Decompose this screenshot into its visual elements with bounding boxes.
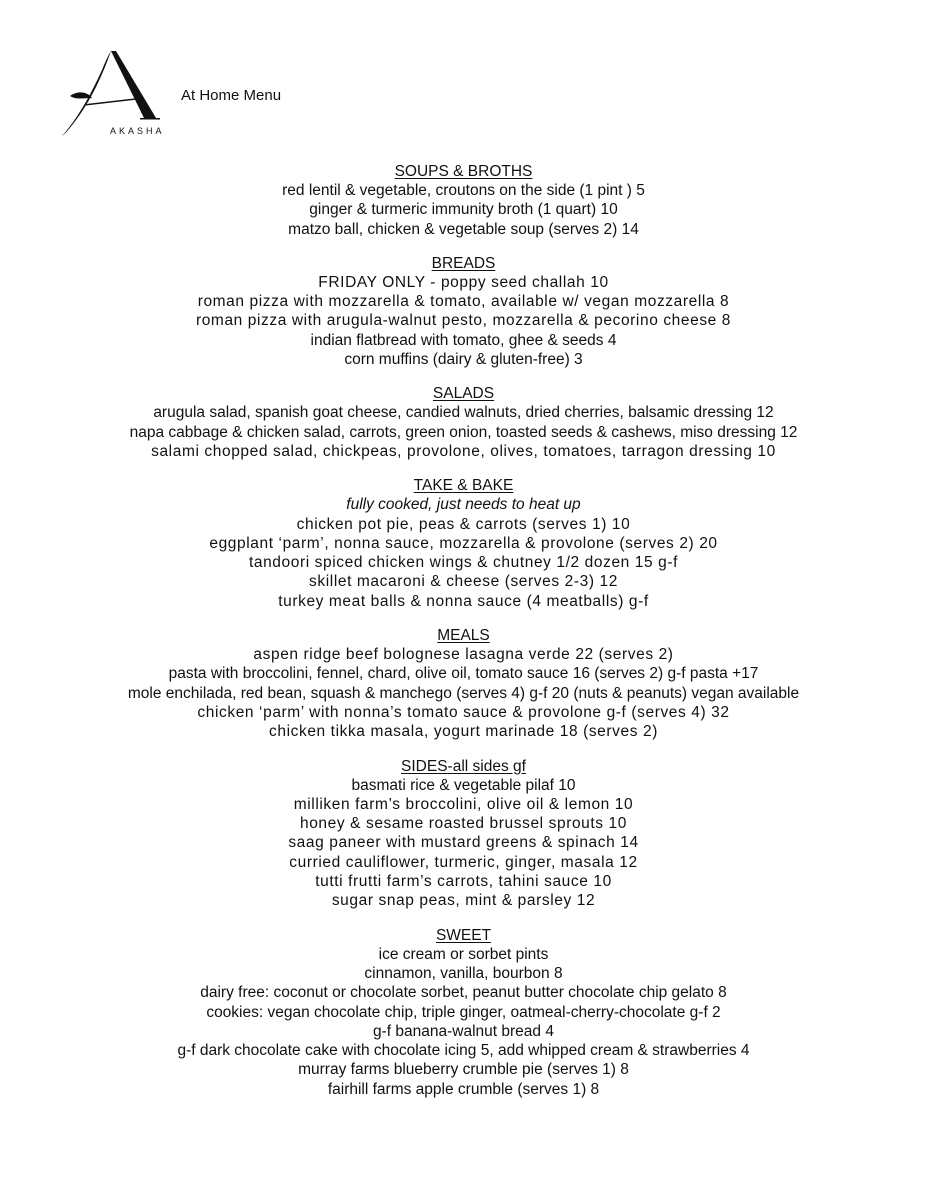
menu-item: curried cauliflower, turmeric, ginger, masala 12 <box>289 853 638 871</box>
section-sweet <box>0 926 927 1099</box>
menu-item: tandoori spiced chicken wings & chutney 1/2 dozen 15 g-f <box>248 554 679 572</box>
menu-item: roman pizza with mozzarella & tomato, available w/ vegan mozzarella 8 <box>197 293 730 311</box>
section-heading: BREADS <box>431 254 496 272</box>
section-take-bake <box>0 476 927 611</box>
menu-item: tutti frutti farm’s carrots, tahini sauce 10 <box>315 873 612 891</box>
menu-item: chicken tikka masala, yogurt marinade 18 (serves 2) <box>269 723 658 741</box>
section-heading: SALADS <box>432 385 495 403</box>
menu-item: pasta with broccolini, fennel, chard, olive oil, tomato sauce 16 (serves 2) g-f pasta +17 <box>168 665 759 683</box>
menu-item: red lentil & vegetable, croutons on the side (1 pint ) 5 <box>282 182 645 199</box>
section-sides <box>0 757 927 911</box>
page-header <box>0 0 927 150</box>
page-title: At Home Menu <box>181 87 282 104</box>
section-salads <box>0 384 927 461</box>
menu-item: murray farms blueberry crumble pie (serves 1) 8 <box>298 1061 629 1079</box>
menu-item: chicken ‘parm’ with nonna’s tomato sauce & provolone g-f (serves 4) 32 <box>197 703 730 721</box>
menu-item: matzo ball, chicken & vegetable soup (serves 2) 14 <box>288 220 639 238</box>
menu-item: fairhill farms apple crumble (serves 1) 8 <box>327 1080 600 1098</box>
section-soups-broths <box>0 162 927 239</box>
menu-body <box>0 162 927 1114</box>
menu-item: cinnamon, vanilla, bourbon 8 <box>364 964 563 982</box>
menu-item: saag paneer with mustard greens & spinach 14 <box>288 834 639 852</box>
section-heading: MEALS <box>437 627 490 645</box>
menu-item: chicken pot pie, peas & carrots (serves 1) 10 <box>296 515 631 533</box>
menu-item: roman pizza with arugula-walnut pesto, mozzarella & pecorino cheese 8 <box>195 312 732 330</box>
menu-item: skillet macaroni & cheese (serves 2-3) 12 <box>309 573 618 591</box>
menu-item: ice cream or sorbet pints <box>378 945 549 963</box>
menu-item: dairy free: coconut or chocolate sorbet, peanut butter chocolate chip gelato 8 <box>200 984 727 1002</box>
menu-item: salami chopped salad, chickpeas, provolone, olives, tomatoes, tarragon dressing 10 <box>151 442 776 460</box>
section-breads <box>0 254 927 369</box>
section-heading: SOUPS & BROTHS <box>394 163 533 180</box>
menu-item: cookies: vegan chocolate chip, triple ginger, oatmeal-cherry-chocolate g-f 2 <box>206 1003 721 1021</box>
menu-item: ginger & turmeric immunity broth (1 quart) 10 <box>309 201 618 219</box>
menu-item: g-f dark chocolate cake with chocolate icing 5, add whipped cream & strawberries 4 <box>177 1042 750 1060</box>
menu-item: honey & sesame roasted brussel sprouts 10 <box>299 815 628 833</box>
menu-item: arugula salad, spanish goat cheese, candied walnuts, dried cherries, balsamic dressing 12 <box>153 404 774 422</box>
section-heading: SIDES-all sides gf <box>401 757 526 775</box>
section-heading: TAKE & BAKE <box>413 477 514 495</box>
menu-item: napa cabbage & chicken salad, carrots, green onion, toasted seeds & cashews, miso dressing 12 <box>129 423 798 441</box>
section-heading: SWEET <box>435 926 492 944</box>
menu-item: basmati rice & vegetable pilaf 10 <box>351 776 576 794</box>
menu-item: g-f banana-walnut bread 4 <box>373 1022 554 1040</box>
menu-item: FRIDAY ONLY - poppy seed challah 10 <box>318 273 609 291</box>
menu-item: indian flatbread with tomato, ghee & seeds 4 <box>310 331 617 349</box>
menu-item: milliken farm’s broccolini, olive oil & lemon 10 <box>293 795 634 813</box>
section-subtitle: fully cooked, just needs to heat up <box>346 496 581 514</box>
menu-item: mole enchilada, red bean, squash & manchego (serves 4) g-f 20 (nuts & peanuts) vegan available <box>127 684 800 702</box>
menu-item: corn muffins (dairy & gluten-free) 3 <box>344 351 583 369</box>
brand-name: AKASHA <box>110 126 165 136</box>
menu-item: aspen ridge beef bolognese lasagna verde 22 (serves 2) <box>253 646 674 664</box>
menu-item: eggplant ‘parm’, nonna sauce, mozzarella & provolone (serves 2) 20 <box>209 534 718 552</box>
section-meals <box>0 626 927 741</box>
menu-item: turkey meat balls & nonna sauce (4 meatballs) g-f <box>278 592 649 610</box>
menu-item: sugar snap peas, mint & parsley 12 <box>331 892 596 910</box>
